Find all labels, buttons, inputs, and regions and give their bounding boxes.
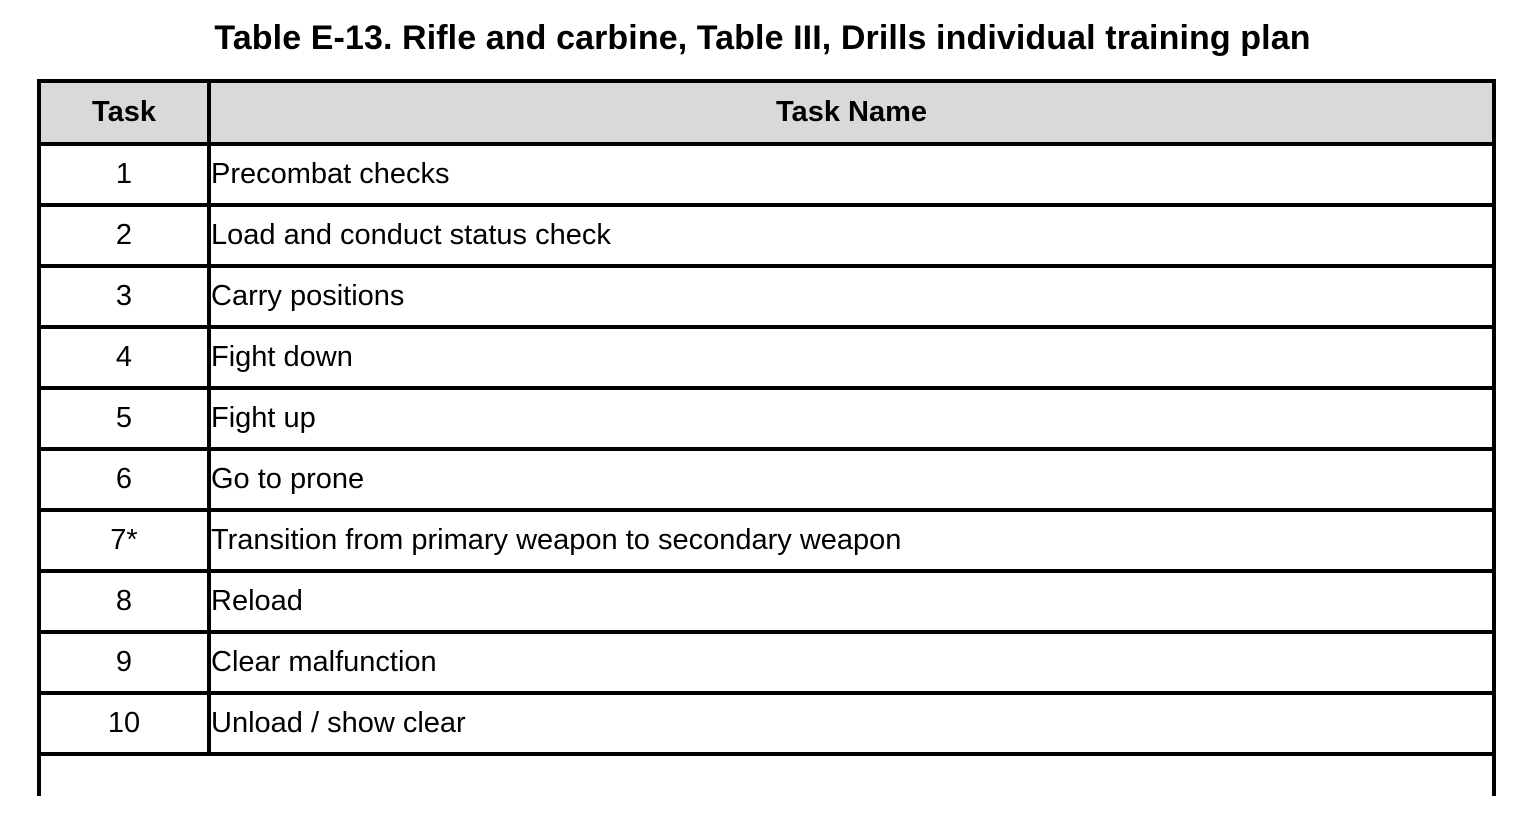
training-plan-table	[37, 79, 1496, 796]
table-row	[39, 327, 1494, 388]
task-number: 3	[39, 266, 209, 327]
task-number: 6	[39, 449, 209, 510]
table-row	[39, 266, 1494, 327]
task-name: Go to prone	[209, 449, 1494, 510]
task-number: 10	[39, 693, 209, 754]
task-number: 8	[39, 571, 209, 632]
table-row	[39, 205, 1494, 266]
task-number: 2	[39, 205, 209, 266]
task-number: 1	[39, 144, 209, 205]
task-name: Reload	[209, 571, 1494, 632]
task-name: Precombat checks	[209, 144, 1494, 205]
header-task: Task	[39, 81, 209, 144]
task-name: Load and conduct status check	[209, 205, 1494, 266]
task-name: Fight down	[209, 327, 1494, 388]
table-row	[39, 632, 1494, 693]
task-number: 4	[39, 327, 209, 388]
table-row	[39, 571, 1494, 632]
header-task-name: Task Name	[209, 81, 1494, 144]
task-number: 7*	[39, 510, 209, 571]
task-name: Carry positions	[209, 266, 1494, 327]
task-name: Clear malfunction	[209, 632, 1494, 693]
table-title: Table E-13. Rifle and carbine, Table III, Drills individual training plan	[214, 19, 1311, 57]
table-footnote-row	[39, 754, 1494, 796]
table-row	[39, 388, 1494, 449]
task-name: Fight up	[209, 388, 1494, 449]
footnote-cell	[39, 754, 1494, 796]
table-row	[39, 144, 1494, 205]
task-name: Transition from primary weapon to secondary weapon	[209, 510, 1494, 571]
table-row	[39, 693, 1494, 754]
table-row	[39, 510, 1494, 571]
task-number: 9	[39, 632, 209, 693]
task-number: 5	[39, 388, 209, 449]
table-row	[39, 449, 1494, 510]
header-row	[39, 81, 1494, 144]
task-name: Unload / show clear	[209, 693, 1494, 754]
